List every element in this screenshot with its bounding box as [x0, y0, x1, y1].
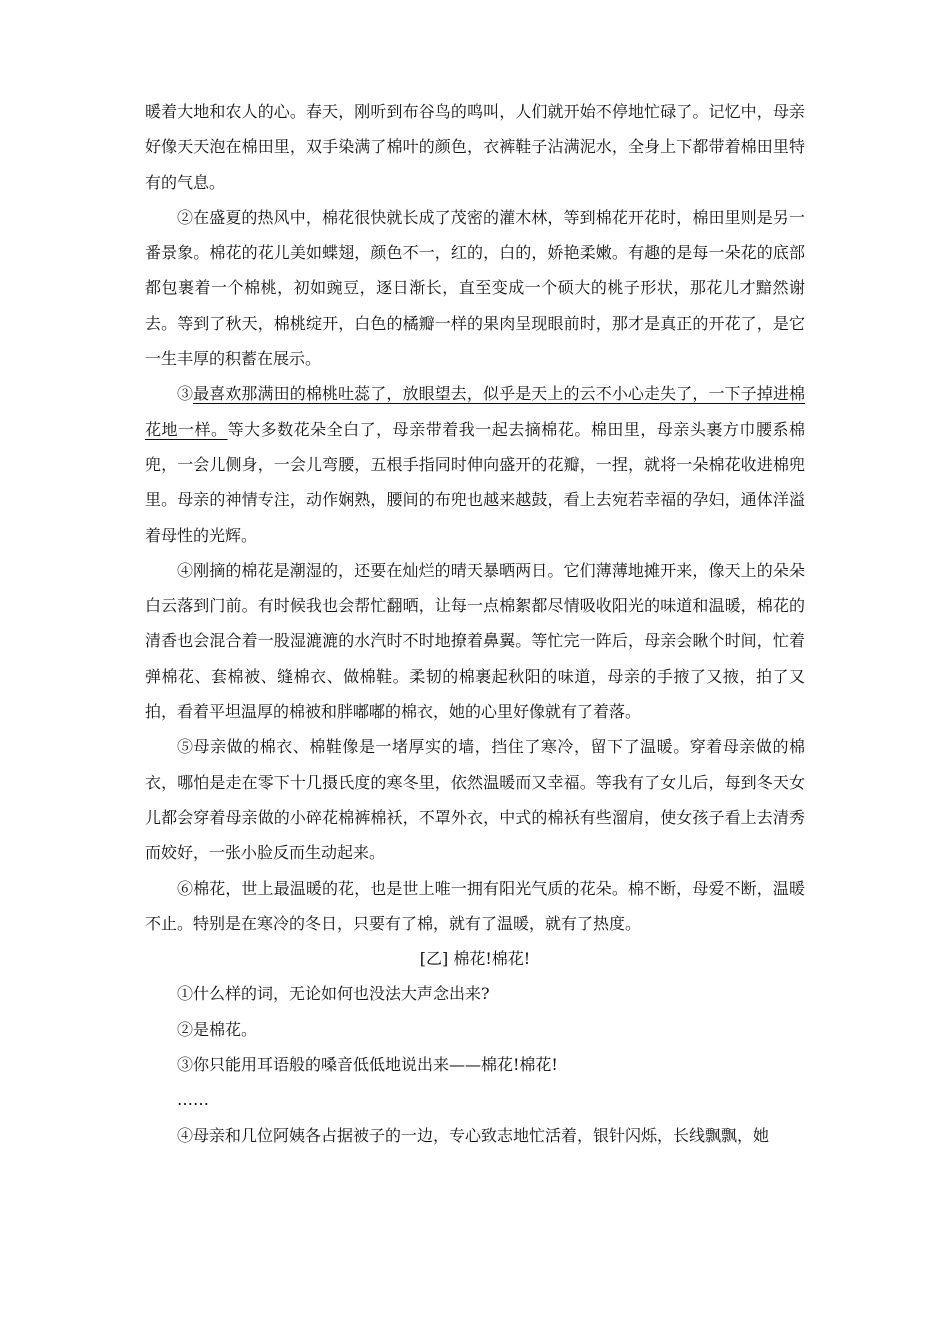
ellipsis: …… [177, 1090, 209, 1110]
paragraph-2: ②在盛夏的热风中，棉花很快就长成了茂密的灌木林，等到棉花开花时，棉田里则是另一番景象。棉花的花儿美如蝶翅，颜色不一，红的，白的，娇艳柔嫩。有趣的是每一朵花的底部都包裹着一个棉桃，初如豌豆，逐日渐长，直至变成一个硕大的桃子形状，那花儿才黯然谢去。等到了秋天，棉桃绽开，白色的橘瓣一样的果肉呈现眼前时，那才是真正的开花了，是它一生丰厚的积蓄在展示。 [145, 207, 805, 369]
paragraph-b1: ①什么样的词，无论如何也没法大声念出来? [177, 984, 490, 1004]
document-body [145, 94, 805, 1153]
paragraph-b3: ③你只能用耳语般的嗓音低低地说出来——棉花!棉花! [177, 1055, 558, 1075]
paragraph-b4: ④母亲和几位阿姨各占据被子的一边，专心致志地忙活着，银针闪烁，长线飘飘，她 [177, 1125, 770, 1145]
paragraph-5: ⑤母亲做的棉衣、棉鞋像是一堵厚实的墙，挡住了寒冷，留下了温暖。穿着母亲做的棉衣，哪怕是走在零下十几摄氏度的寒冬里，依然温暖而又幸福。等我有了女儿后，每到冬天女儿都会穿着母亲做的小碎花棉裤棉袄，不罩外衣，中式的棉袄有些溜肩，使女孩子看上去清秀而姣好，一张小脸反而生动起来。 [145, 737, 805, 863]
paragraph-3 [145, 376, 805, 552]
section-heading: [乙] 棉花!棉花! [419, 949, 531, 969]
paragraph-6: ⑥棉花，世上最温暖的花，也是世上唯一拥有阳光气质的花朵。棉不断，母爱不断，温暖不止。特别是在寒冷的冬日，只要有了棉，就有了温暖，就有了热度。 [145, 878, 805, 933]
paragraph-number: ③ [177, 384, 194, 404]
paragraph-b2: ②是棉花。 [177, 1019, 258, 1039]
paragraph-4: ④刚摘的棉花是潮湿的，还要在灿烂的晴天暴晒两日。它们薄薄地摊开来，像天上的朵朵白云落到门前。有时候我也会帮忙翻晒，让每一点棉絮都尽情吸收阳光的味道和温暖，棉花的清香也会混合着一股湿漉漉的水汽时不时地撩着鼻翼。等忙完一阵后，母亲会瞅个时间，忙着弹棉花、套棉被、缝棉衣、做棉鞋。柔韧的棉裹起秋阳的味道，母亲的手掖了又掖，拍了又拍，看着平坦温厚的棉被和胖嘟嘟的棉衣，她的心里好像就有了着落。 [145, 560, 805, 722]
paragraph-text: 等大多数花朵全白了，母亲带着我一起去摘棉花。棉田里，母亲头裹方巾腰系棉兜，一会儿侧身，一会儿弯腰，五根手指同时伸向盛开的花瓣，一捏，就将一朵棉花收进棉兜里。母亲的神情专注，动作娴熟，腰间的布兜也越来越鼓，看上去宛若幸福的孕妇，通体洋溢着母性的光辉。 [145, 419, 805, 545]
underlined-sentence: 最喜欢那满田的棉桃吐蕊了，放眼望去，似乎是天上的云不小心走失了，一下子掉进棉花地一样。 [145, 384, 805, 439]
paragraph-continued: 暖着大地和农人的心。春天，刚听到布谷鸟的鸣叫，人们就开始不停地忙碌了。记忆中，母亲好像天天泡在棉田里，双手染满了棉叶的颜色，衣裤鞋子沾满泥水，全身上下都带着棉田里特有的气息。 [145, 102, 805, 192]
